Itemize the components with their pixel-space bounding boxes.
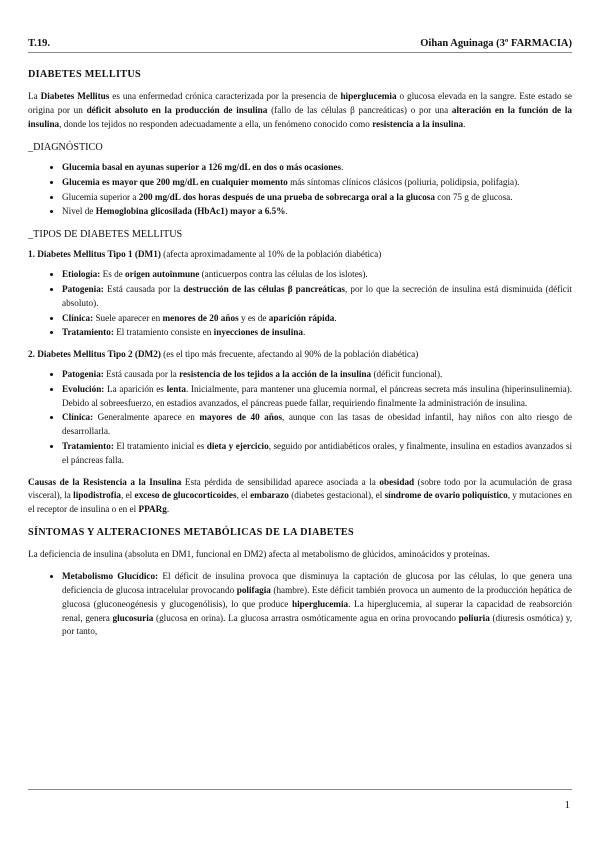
text-run: , y mutaciones en el receptor de insulina o en el bbox=[28, 490, 572, 515]
diagnosis-list bbox=[28, 161, 572, 219]
bold-text: alteración en la función de la insulina bbox=[28, 105, 572, 129]
text-run: Está causada por la bbox=[103, 284, 184, 295]
text-run: . bbox=[334, 312, 337, 323]
text-run: (sobre todo por la acumulación de grasa visceral), la bbox=[28, 476, 572, 501]
bold-text: Causas de la Resistencia a la Insulina bbox=[28, 476, 182, 487]
bold-text: menores de 20 años bbox=[162, 312, 239, 323]
bold-text: PPARg bbox=[138, 504, 167, 515]
bold-text: Diabetes Mellitus bbox=[40, 91, 110, 102]
text-run: . Inicialmente, para mantener una glucemia normal, el páncreas secreta más insulina (hiperinsulinemia). Debido al sobreesfuerzo, en estadios avanzados, el páncreas puede fallar, requiriendo finalmente la administración de insulina. bbox=[62, 383, 572, 408]
bold-text: Patogenia: bbox=[62, 369, 104, 380]
text-run: es una enfermedad crónica caracterizada por la presencia de bbox=[109, 91, 341, 102]
text-run: . bbox=[303, 327, 306, 338]
text-run: , el bbox=[120, 490, 135, 501]
types-heading: _TIPOS DE DIABETES MELLITUS bbox=[28, 229, 183, 241]
bold-text: destrucción de las células β pancreáticas bbox=[183, 284, 345, 295]
symptoms-list bbox=[28, 570, 572, 639]
list-item bbox=[62, 161, 572, 175]
text-run: o glucosa elevada en la sangre. Este estado se origina por un bbox=[28, 91, 572, 116]
list-item bbox=[62, 191, 572, 205]
bold-text: 1. Diabetes Mellitus Tipo 1 (DM1) bbox=[28, 249, 161, 260]
header-author: Oihan Aguinaga (3º FARMACIA) bbox=[420, 38, 572, 49]
text-run: Generalmente aparece en bbox=[93, 412, 200, 423]
bold-text: síndrome de ovario poliquístico bbox=[384, 490, 508, 501]
bold-text: Hemoglobina glicosilada (HbAc1) mayor a 6.5% bbox=[95, 206, 286, 217]
document-body bbox=[28, 62, 572, 647]
list-item bbox=[62, 383, 572, 411]
list-item bbox=[62, 440, 572, 468]
bold-text: glucosuria bbox=[112, 612, 154, 623]
text-run: . bbox=[341, 161, 344, 172]
list-item bbox=[62, 176, 572, 190]
text-run: . bbox=[166, 504, 170, 515]
type1-heading bbox=[28, 248, 572, 262]
text-run: . La hiperglucemia, al superar la capacidad de reabsorción renal, genera bbox=[62, 598, 572, 623]
text-run: , aunque con las tasas de obesidad infantil, hay niños con alto riesgo de desarrollarla. bbox=[62, 412, 572, 437]
header-rule bbox=[28, 52, 572, 53]
bold-text: lenta bbox=[166, 383, 186, 394]
bold-text: obesidad bbox=[379, 476, 415, 487]
list-item bbox=[62, 283, 572, 311]
bold-text: polifagia bbox=[236, 584, 271, 595]
text-run: (afecta aproximadamente al 10% de la población diabética) bbox=[160, 249, 382, 260]
list-item bbox=[62, 326, 572, 340]
symptoms-intro: La deficiencia de insulina (absoluta en DM1, funcional en DM2) afecta al metabolismo de glúcidos, aminoácidos y proteínas. bbox=[28, 549, 490, 560]
bold-text: Patogenia: bbox=[62, 284, 104, 295]
bold-text: aparición rápida bbox=[268, 312, 335, 323]
bold-text: lipodistrofia bbox=[73, 490, 121, 501]
text-run: (diuresis osmótica) y, por tanto, bbox=[62, 612, 572, 637]
bold-text: Etiología: bbox=[62, 269, 101, 280]
header-chapter: T.19. bbox=[28, 38, 50, 49]
bold-text: 2. Diabetes Mellitus Tipo 2 (DM2) bbox=[28, 349, 161, 360]
bold-text: hiperglucemia bbox=[340, 91, 397, 102]
bold-text: exceso de glucocorticoides bbox=[134, 490, 237, 501]
text-run: , seguido por antidiabéticos orales, y finalmente, insulina en estadios avanzados si el páncreas falla. bbox=[62, 441, 573, 465]
page-number: 1 bbox=[564, 799, 570, 811]
text-run: . bbox=[285, 206, 288, 217]
text-run: Es de bbox=[100, 269, 126, 280]
causes-paragraph bbox=[28, 476, 572, 517]
text-run: (hambre). Este déficit también provoca un aumento de la producción hepática de glucosa (gluconeogénesis y glucogenólisis), lo que produce bbox=[62, 584, 572, 609]
list-item bbox=[62, 205, 572, 219]
section-title: DIABETES MELLITUS bbox=[28, 69, 141, 80]
text-run: Glucemia superior a bbox=[62, 191, 139, 202]
text-run: La bbox=[28, 91, 41, 102]
text-run: (déficit funcional). bbox=[371, 369, 443, 380]
bold-text: resistencia de los tejidos a la acción de la insulina bbox=[179, 369, 372, 380]
text-run: , el bbox=[236, 490, 251, 501]
bold-text: poliuria bbox=[458, 612, 490, 623]
bold-text: Tratamiento: bbox=[62, 327, 114, 338]
text-run: Nivel de bbox=[62, 206, 96, 217]
text-run: (glucosa en orina). La glucosa arrastra osmóticamente agua en orina provocando bbox=[153, 612, 459, 623]
text-run: Esta pérdida de sensibilidad aparece asociada a la bbox=[181, 476, 380, 487]
text-run: El tratamiento inicial es bbox=[113, 441, 207, 452]
bold-text: Clínica: bbox=[62, 412, 94, 423]
bold-text: hiperglucemia bbox=[291, 598, 349, 609]
list-item bbox=[62, 268, 572, 282]
bold-text: Clínica: bbox=[62, 312, 94, 323]
bold-text: Glucemia es mayor que 200 mg/dL en cualquier momento bbox=[62, 176, 288, 187]
text-run: más síntomas clínicos clásicos (poliuria, polidipsia, polifagia). bbox=[287, 176, 520, 187]
symptoms-heading: SÍNTOMAS Y ALTERACIONES METABÓLICAS DE LA DIABETES bbox=[28, 527, 354, 539]
bold-text: Evolución: bbox=[62, 383, 105, 394]
text-run: (es el tipo más frecuente, afectando al 90% de la población diabética) bbox=[160, 349, 419, 360]
footer-rule bbox=[28, 789, 572, 790]
text-run: , donde los tejidos no responden adecuadamente a ella, un fenómeno conocido como bbox=[59, 118, 373, 129]
bold-text: Metabolismo Glucídico: bbox=[62, 571, 159, 582]
text-run: (fallo de las células β pancreáticas) o por una bbox=[267, 105, 452, 116]
list-item bbox=[62, 368, 572, 382]
bold-text: Glucemia basal en ayunas superior a 126 mg/dL en dos o más ocasiones bbox=[62, 161, 342, 172]
text-run: La aparición es bbox=[104, 383, 167, 394]
text-run: (anticuerpos contra las células de los islotes). bbox=[199, 269, 368, 280]
bold-text: resistencia a la insulina bbox=[372, 118, 464, 129]
list-item bbox=[62, 312, 572, 326]
text-run: . bbox=[463, 118, 466, 129]
bold-text: déficit absoluto en la producción de insulina bbox=[86, 105, 268, 116]
bold-text: inyecciones de insulina bbox=[213, 327, 303, 338]
text-run: con 75 g de glucosa. bbox=[434, 191, 513, 202]
type2-heading bbox=[28, 348, 572, 362]
text-run: y es de bbox=[238, 312, 269, 323]
type2-list bbox=[28, 368, 572, 468]
text-run: , por lo que la secreción de insulina está disminuida (déficit absoluto). bbox=[62, 284, 572, 308]
list-item bbox=[62, 570, 572, 639]
list-item bbox=[62, 411, 572, 439]
bold-text: dieta y ejercicio bbox=[206, 441, 269, 452]
text-run: (diabetes gestacional), el bbox=[288, 490, 385, 501]
text-run: Está causada por la bbox=[103, 369, 180, 380]
intro-paragraph bbox=[28, 90, 572, 131]
text-run: El tratamiento consiste en bbox=[113, 327, 214, 338]
bold-text: mayores de 40 años bbox=[199, 412, 283, 423]
text-run: Suele aparecer en bbox=[93, 312, 163, 323]
bold-text: origen autoinmune bbox=[125, 269, 200, 280]
text-run: El déficit de insulina provoca que disminuya la captación de glucosa por las células, lo que genera una deficiencia de glucosa intracelular provocando bbox=[62, 571, 572, 595]
bold-text: 200 mg/dL dos horas después de una prueba de sobrecarga oral a la glucosa bbox=[138, 191, 435, 202]
type1-list bbox=[28, 268, 572, 340]
bold-text: Tratamiento: bbox=[62, 441, 114, 452]
page-header bbox=[28, 30, 572, 50]
bold-text: embarazo bbox=[250, 490, 289, 501]
diagnosis-heading: _DIAGNÓSTICO bbox=[28, 141, 103, 153]
